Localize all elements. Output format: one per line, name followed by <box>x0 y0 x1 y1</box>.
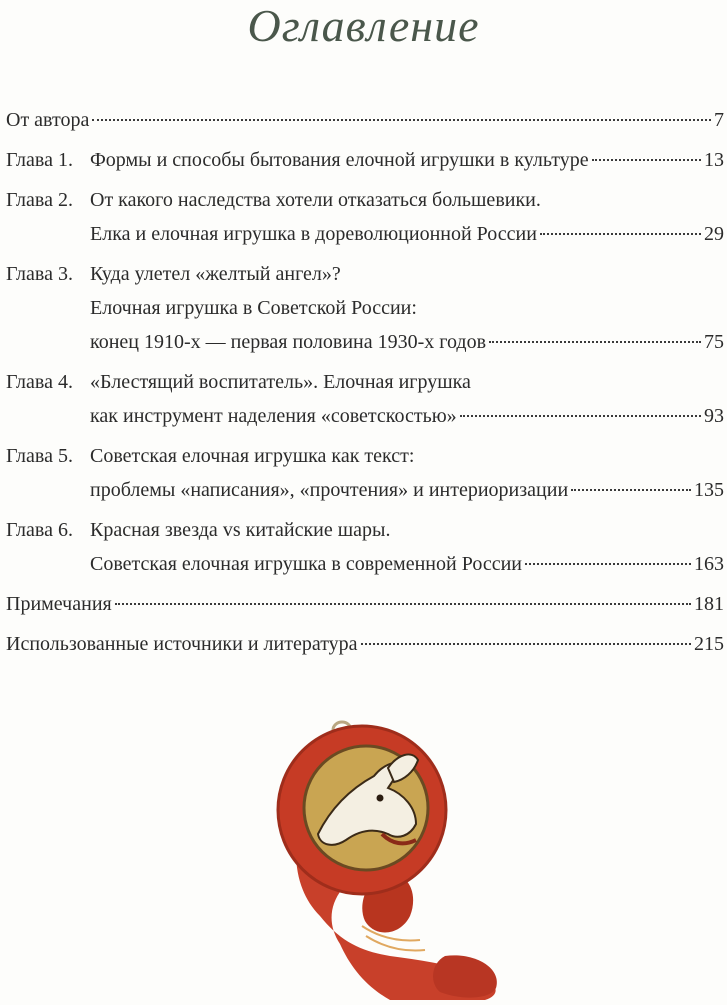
toc-entry-title: Примечания <box>6 593 112 615</box>
toc-entry-chapter-2[interactable] <box>6 183 724 251</box>
dot-leader <box>460 415 701 417</box>
toc-page-number: 13 <box>704 149 724 171</box>
toc-chapter-number: Глава 2. <box>6 189 73 211</box>
toc-page-number: 93 <box>704 405 724 427</box>
toc-page-number: 29 <box>704 223 724 245</box>
toc-chapter-number: Глава 3. <box>6 263 73 285</box>
toc-page-number: 135 <box>694 479 724 501</box>
dot-leader <box>592 159 701 161</box>
toc-entry-chapter-4[interactable] <box>6 365 724 433</box>
toc-entry-title-line: проблемы «написания», «прочтения» и интериоризации <box>90 479 569 501</box>
dot-leader <box>92 119 711 121</box>
toc-entry-title-line: Елка и елочная игрушка в дореволюционной России <box>90 223 537 245</box>
toc-page-number: 215 <box>694 633 724 655</box>
dot-leader <box>540 233 701 235</box>
dot-leader <box>115 603 691 605</box>
toc-page-number: 181 <box>694 593 724 615</box>
dot-leader <box>525 563 691 565</box>
toc-page-number: 163 <box>694 553 724 575</box>
toc-page-number: 7 <box>714 109 724 131</box>
toc-entry-notes[interactable] <box>6 587 724 621</box>
toc-entry-title-line: Куда улетел «желтый ангел»? <box>90 263 341 285</box>
dot-leader <box>571 489 691 491</box>
toc-entry-title-line: От какого наследства хотели отказаться большевики. <box>90 189 541 211</box>
toc-entry-title-line: Советская елочная игрушка в современной России <box>90 553 522 575</box>
toc-chapter-number: Глава 5. <box>6 445 73 467</box>
toc-chapter-number: Глава 1. <box>6 149 73 171</box>
toc-entry-chapter-6[interactable] <box>6 513 724 581</box>
dot-leader <box>489 341 701 343</box>
toc-entry-title-line: как инструмент наделения «советскостью» <box>90 405 457 427</box>
toc-entry-title-line: конец 1910-х — первая половина 1930-х годов <box>90 331 487 353</box>
toc-page-number: 75 <box>704 331 724 353</box>
toc-chapter-number: Глава 6. <box>6 519 73 541</box>
toc-entry-title: Формы и способы бытования елочной игрушки в культуре <box>90 149 589 171</box>
toc-entry-preface[interactable] <box>6 103 724 137</box>
toc-entry-chapter-1[interactable] <box>6 143 724 177</box>
toc-entry-title-line: Советская елочная игрушка как текст: <box>90 445 415 467</box>
toc-entry-title: Использованные источники и литература <box>6 633 358 655</box>
ornament-cosmonaut-dog-icon <box>270 716 510 1000</box>
toc-entry-sources[interactable] <box>6 627 724 661</box>
toc-entry-chapter-3[interactable] <box>6 257 724 359</box>
table-of-contents <box>6 103 724 661</box>
toc-entry-title-line: «Блестящий воспитатель». Елочная игрушка <box>90 371 471 393</box>
page-title: Оглавление <box>247 0 480 51</box>
toc-entry-chapter-5[interactable] <box>6 439 724 507</box>
toc-entry-title: От автора <box>6 109 90 131</box>
toc-chapter-number: Глава 4. <box>6 371 73 393</box>
toc-entry-title-line: Красная звезда vs китайские шары. <box>90 519 391 541</box>
toc-entry-title-line: Елочная игрушка в Советской России: <box>90 297 417 319</box>
dot-leader <box>361 643 691 645</box>
